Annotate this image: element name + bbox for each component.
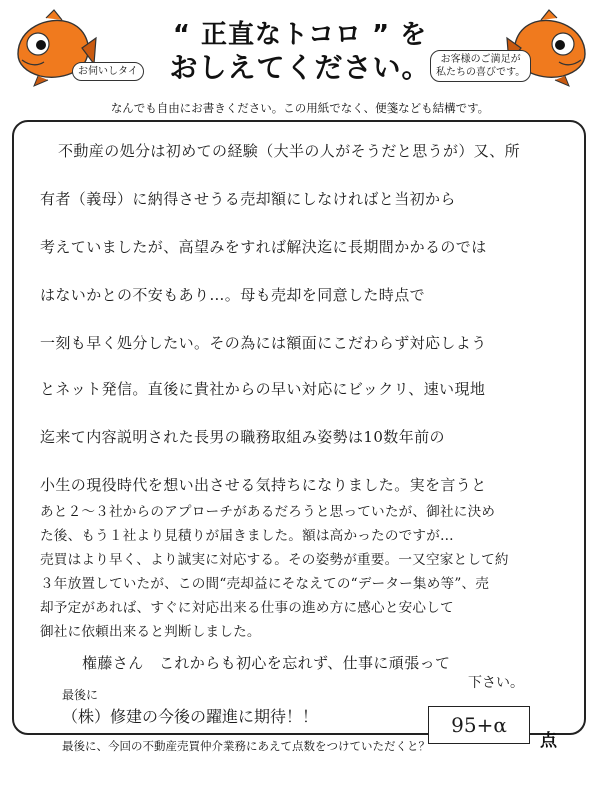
left-speech-bubble: お伺いしタイ: [72, 62, 144, 81]
signature-prefix: 最後に: [62, 688, 99, 702]
letter-line: 却予定があれば、すぐに対応出来る仕事の進め方に感心と安心して: [40, 600, 454, 616]
score-value: 95+α: [451, 713, 507, 737]
page-title-line2: おしえてください。: [169, 51, 431, 84]
letter-closing-end: 下さい。: [468, 675, 524, 691]
letter-line: はないかとの不安もあり…。母も売却を同意した時点で: [40, 286, 426, 304]
letter-line: 考えていましたが、高望みをすれば解決迄に長期間かかるのでは: [40, 238, 487, 256]
letter-line: ３年放置していたが、この間“売却益にそなえての“データー集め等”、売: [40, 576, 490, 592]
score-box[interactable]: [428, 706, 530, 744]
page-title-line1: “ 正直なトコロ ” を: [172, 20, 428, 50]
letter-line: 小生の現役時代を想い出させる気持ちになりました。実を言うと: [40, 476, 487, 494]
letter-line: 有者（義母）に納得させうる売却額にしなければと当初から: [40, 190, 456, 208]
signature: （株）修建の今後の躍進に期待！！: [62, 707, 319, 726]
letter-line: 一刻も早く処分したい。その為には額面にこだわらず対応しよう: [40, 334, 487, 352]
letter-closing: 権藤さん これからも初心を忘れず、仕事に頑張って: [82, 654, 451, 672]
right-speech-bubble: お客様のご満足が 私たちの喜びです。: [430, 50, 531, 82]
letter-line: とネット発信。直後に貴社からの早い対応にビックリ、速い現地: [40, 380, 486, 398]
letter-line: 売買はより早く、より誠実に対応する。その姿勢が重要。一又空家として約: [40, 552, 509, 568]
letter-line: 迄来て内容説明された長男の職務取組み姿勢は10数年前の: [40, 428, 445, 446]
letter-line: 御社に依頼出来ると判断しました。: [40, 624, 261, 640]
score-question: 最後に、今回の不動産売買仲介業務にあえて点数をつけていただくと？: [62, 739, 430, 753]
instructions-text: なんでも自由にお書きください。この用紙でなく、便箋なども結構です。: [110, 101, 490, 115]
letter-line: 不動産の処分は初めての経験（大半の人がそうだと思うが）又、所: [58, 142, 521, 160]
letter-line: た後、もう１社より見積りが届きました。額は高かったのですが…: [40, 528, 454, 544]
score-unit: 点: [540, 731, 557, 751]
letter-line: あと２～３社からのアプローチがあるだろうと思っていたが、御社に決め: [40, 504, 496, 520]
